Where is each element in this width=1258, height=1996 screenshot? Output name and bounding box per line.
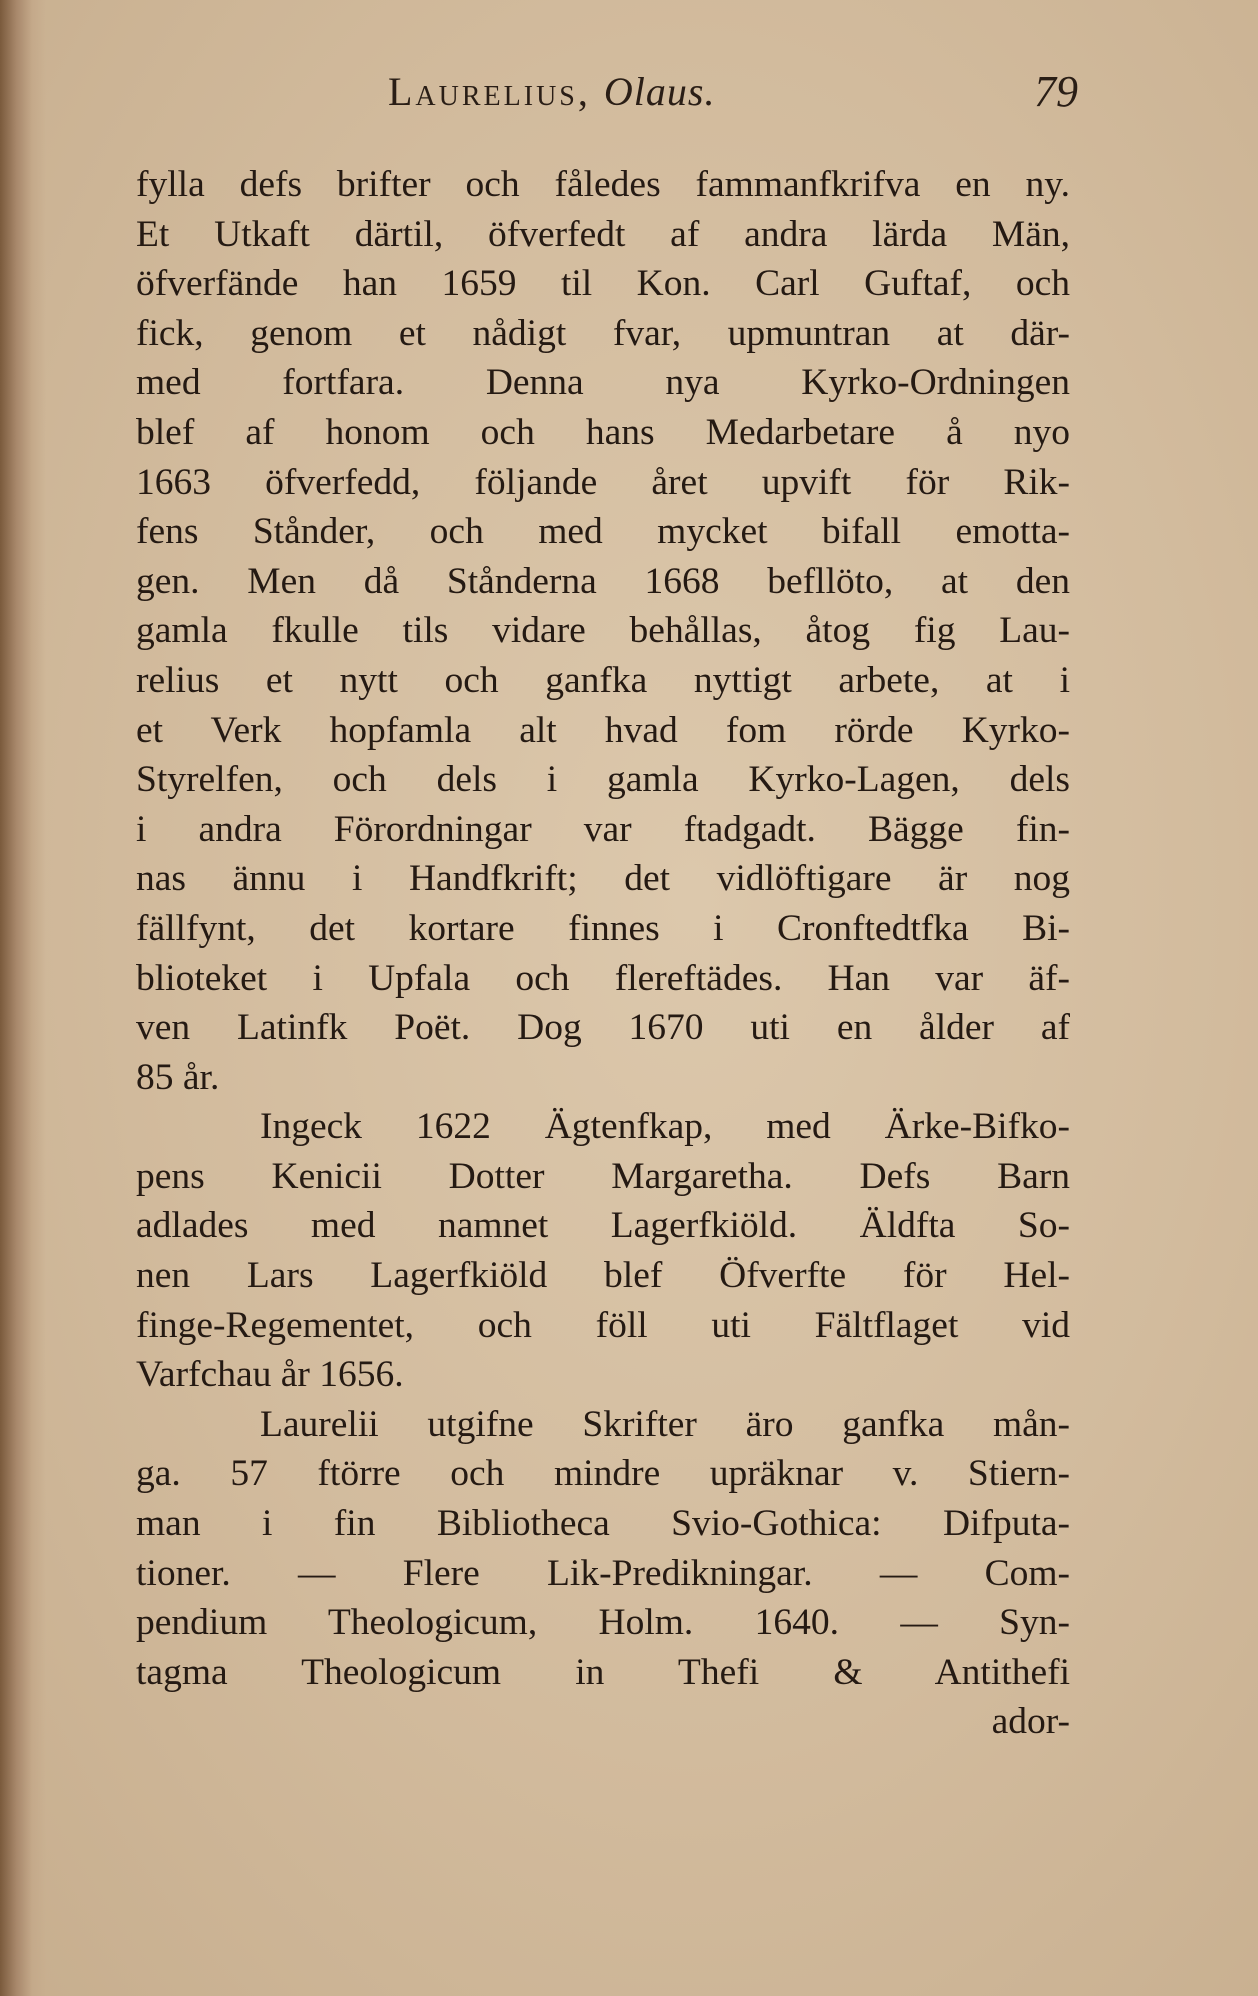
text-line: pens Kenicii Dotter Margaretha. Defs Barn: [136, 1155, 1070, 1197]
text-line: Varfchau år 1656.: [136, 1354, 404, 1396]
text-line: fylla defs brifter och fåledes fammanfkrifva en ny.: [136, 164, 1070, 205]
text-line: gamla fkulle tils vidare behållas, åtog fig Lau-: [136, 610, 1070, 652]
header-given-name: Olaus.: [603, 69, 716, 114]
text-line: blioteket i Upfala och flereftädes. Han var äf-: [136, 957, 1070, 999]
text-line: ven Latinfk Poët. Dog 1670 uti en ålder af: [136, 1007, 1070, 1049]
text-line: fällfynt, det kortare finnes i Cronftedtfka Bi-: [136, 907, 1070, 949]
text-line: blef af honom och hans Medarbetare å nyo: [136, 411, 1070, 453]
text-line: adlades med namnet Lagerfkiöld. Äldfta So-: [136, 1205, 1070, 1247]
text-line: Ingeck 1622 Ägtenfkap, med Ärke-Bifko-: [260, 1106, 1070, 1148]
header-surname: Laurelius,: [388, 69, 591, 114]
text-line: fick, genom et nådigt fvar, upmuntran at där-: [136, 312, 1070, 354]
running-header: [140, 62, 1078, 126]
text-line: ga. 57 ftörre och mindre upräknar v. Stiern-: [136, 1453, 1070, 1495]
text-line: gen. Men då Stånderna 1668 befllöto, at den: [136, 560, 1070, 602]
text-line: man i fin Bibliotheca Svio-Gothica: Difputa-: [136, 1503, 1070, 1545]
text-line: et Verk hopfamla alt hvad fom rörde Kyrko-: [136, 709, 1070, 751]
running-head-title: [388, 68, 715, 115]
page-gutter-shadow: [0, 0, 46, 1996]
text-line: relius et nytt och ganfka nyttigt arbete, at i: [136, 659, 1070, 701]
text-line: i andra Förordningar var ftadgadt. Bägge fin-: [136, 808, 1070, 850]
text-line: ador-: [991, 1701, 1070, 1743]
text-line: Laurelii utgifne Skrifter äro ganfka mån-: [260, 1403, 1070, 1445]
text-line: 85 år.: [136, 1056, 220, 1098]
body-text: [136, 160, 1070, 1747]
text-line: nen Lars Lagerfkiöld blef Öfverfte för Hel-: [136, 1255, 1070, 1297]
text-line: Et Utkaft därtil, öfverfedt af andra lärda Män,: [136, 213, 1070, 255]
text-line: med fortfara. Denna nya Kyrko-Ordningen: [136, 362, 1070, 404]
text-line: fens Stånder, och med mycket bifall emotta-: [136, 511, 1070, 553]
text-line: pendium Theologicum, Holm. 1640. — Syn-: [136, 1602, 1070, 1644]
text-line: nas ännu i Handfkrift; det vidlöftigare är nog: [136, 858, 1070, 900]
text-line: finge-Regementet, och föll uti Fältflaget vid: [136, 1304, 1070, 1346]
text-line: öfverfände han 1659 til Kon. Carl Guftaf, och: [136, 263, 1070, 305]
text-line: Styrelfen, och dels i gamla Kyrko-Lagen, dels: [136, 759, 1070, 801]
text-line: 1663 öfverfedd, följande året upvift för Rik-: [136, 461, 1070, 503]
page-number: 79: [1034, 67, 1078, 116]
text-line: tagma Theologicum in Thefi & Antithefi: [136, 1651, 1070, 1693]
text-line: tioner. — Flere Lik-Predikningar. — Com-: [136, 1552, 1070, 1594]
